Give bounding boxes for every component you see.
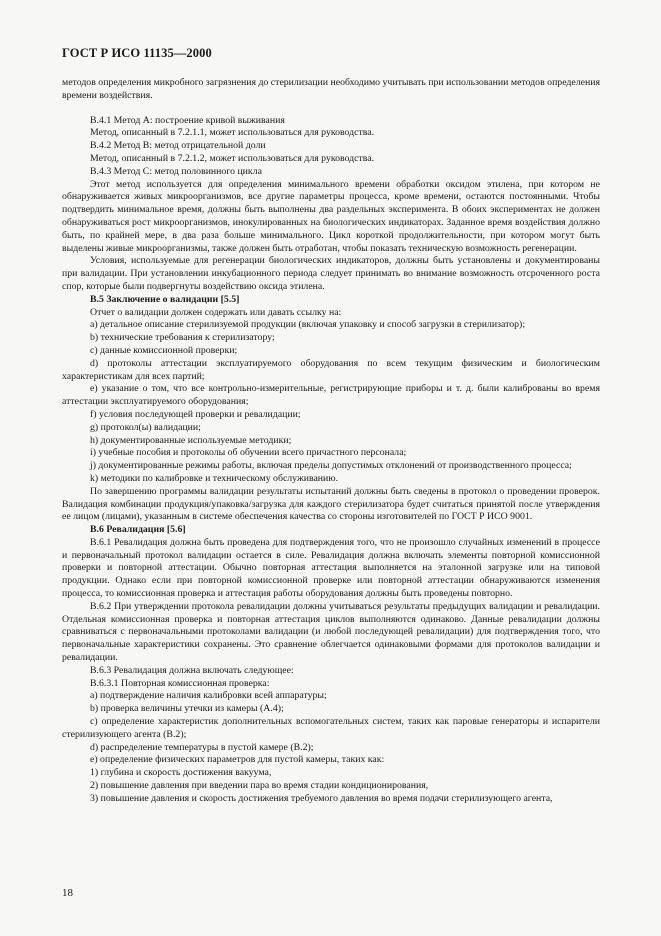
paragraph: с) данные комиссионной проверки;	[90, 344, 238, 356]
paragraph: В.4.1 Метод А: построение кривой выживания	[90, 114, 285, 126]
paragraph: f) условия последующей проверки и ревалидации;	[90, 408, 301, 420]
section-heading: В.5 Заключение о валидации [5.5]	[90, 293, 240, 305]
paragraph: 3) повышение давления и скорость достижения требуемого давления во время подачи стерилизующего агента,	[90, 792, 553, 804]
paragraph: В.6.3.1 Повторная комиссионная проверка:	[90, 677, 270, 689]
paragraph: В.6.1 Ревалидация должна быть проведена для подтверждения того, что не произошло случайных изменений в процессе и первоначальный протокол валидации остается в силе. Ревалидация должна включать элементы повторной комиссионной проверки и повторной аттестации. Обычно повторная аттестация выполняется на эталонной загрузке или на типовой продукции. Однако если при повторной комиссионной проверке или повторной аттестации обнаруживаются изменения процесса, то комиссионная проверка и аттестация работы оборудования должны быть проведены повторно.	[62, 536, 600, 600]
paragraph: k) методики по калибровке и техническому обслуживанию.	[90, 472, 339, 484]
paragraph: Отчет о валидации должен содержать или давать ссылку на:	[90, 306, 342, 318]
paragraph: В.6.2 При утверждении протокола ревалидации должны учитываться результаты предыдущих валидации и ревалидации. Отдельная комиссионная проверка и повторная аттестация циклов выполняются одинаково. Данные ревалидации должны сравниваться с первоначальными протоколами валидации (и любой последующей ревалидации) для подтверждения того, что первоначальные характеристики сохранены. Это сравнение облегчается одинаковыми формами для протоколов валидации и ревалидации.	[62, 600, 600, 664]
paragraph: 2) повышение давления при введении пара во время стадии кондиционирования,	[90, 780, 429, 792]
paragraph: i) учебные пособия и протоколы об обучении всего причастного персонала;	[90, 447, 407, 459]
paragraph: В.4.3 Метод С: метод половинного цикла	[90, 165, 262, 177]
paragraph: Условия, используемые для регенерации биологических индикаторов, должны быть установлены и документированы при валидации. При установлении инкубационного периода следует принимать во внимание возможность отсроченного роста спор, которые были подвергнуты воздействию оксида этилена.	[62, 255, 600, 292]
paragraph: с) определение характеристик дополнительных вспомогательных систем, таких как паровые генераторы и испарители стерилизующего агента (В.2);	[62, 716, 600, 740]
paragraph: Этот метод используется для определения минимального времени обработки оксидом этилена, при котором не обнаруживается живых микроорганизмов, все другие параметры процесса, кроме времени, остаются постоянными. Чтобы подтвердить минимальное время, должны быть выполнены два раздельных эксперимента. В обоих экспериментах не должен обнаруживаться рост микроорганизмов, инокулированных на биологических индикаторах. Заданное время воздействия должно быть, по крайней мере, в два раза больше минимального. Цикл короткой продолжительности, при котором могут быть выделены живые микроорганизмы, также должен быть отработан, чтобы показать техническую возможность регенерации.	[62, 178, 600, 254]
paragraph: методов определения микробного загрязнения до стерилизации необходимо учитывать при использовании методов определения времени воздействия.	[62, 77, 600, 101]
paragraph: g) протокол(ы) валидации;	[90, 421, 201, 433]
paragraph: е) указание о том, что все контрольно-измерительные, регистрирующие приборы и т. д. были калиброваны во время аттестации эксплуатируемого оборудования;	[62, 383, 600, 408]
paragraph: В.4.2 Метод В: метод отрицательной доли	[90, 140, 266, 152]
paragraph: d) протоколы аттестации эксплуатируемого оборудования по всем текущим физическим и биологическим характеристикам для всех партий;	[62, 357, 600, 382]
document-body	[62, 77, 600, 806]
section-heading: В.6 Ревалидация [5.6]	[90, 524, 186, 536]
paragraph: h) документированные используемые методики;	[90, 434, 292, 446]
paragraph: j) документированные режимы работы, включая пределы допустимых отклонений от производственного процесса;	[90, 460, 572, 472]
document-header: ГОСТ Р ИСО 11135—2000	[62, 46, 212, 60]
paragraph: 1) глубина и скорость достижения вакуума,	[90, 767, 272, 779]
paragraph: а) детальное описание стерилизуемой продукции (включая упаковку и способ загрузки в стерилизатор);	[90, 319, 526, 331]
paragraph: d) распределение температуры в пустой камере (В.2);	[90, 741, 314, 753]
paragraph: b) технические требования к стерилизатору;	[90, 332, 275, 344]
paragraph: По завершению программы валидации результаты испытаний должны быть сведены в протокол о проведении проверок. Валидация комбинации продукция/упаковка/загрузка для каждого стерилизатора будет считаться принятой после утверждения ее лицом (лицами), указанным в системе обеспечения качества со стороны изготовителей по ГОСТ Р ИСО 9001.	[62, 485, 600, 523]
paragraph-gap	[62, 103, 600, 115]
page-number: 18	[62, 887, 73, 899]
paragraph: В.6.3 Ревалидация должна включать следующее:	[90, 664, 294, 676]
paragraph: а) подтверждение наличия калибровки всей аппаратуры;	[90, 690, 327, 702]
paragraph: b) проверка величины утечки из камеры (А.4);	[90, 703, 284, 715]
paragraph: Метод, описанный в 7.2.1.2, может использоваться для руководства.	[90, 152, 375, 164]
paragraph: Метод, описанный в 7.2.1.1, может использоваться для руководства.	[90, 127, 375, 139]
paragraph: е) определение физических параметров для пустой камеры, таких как:	[90, 754, 385, 766]
